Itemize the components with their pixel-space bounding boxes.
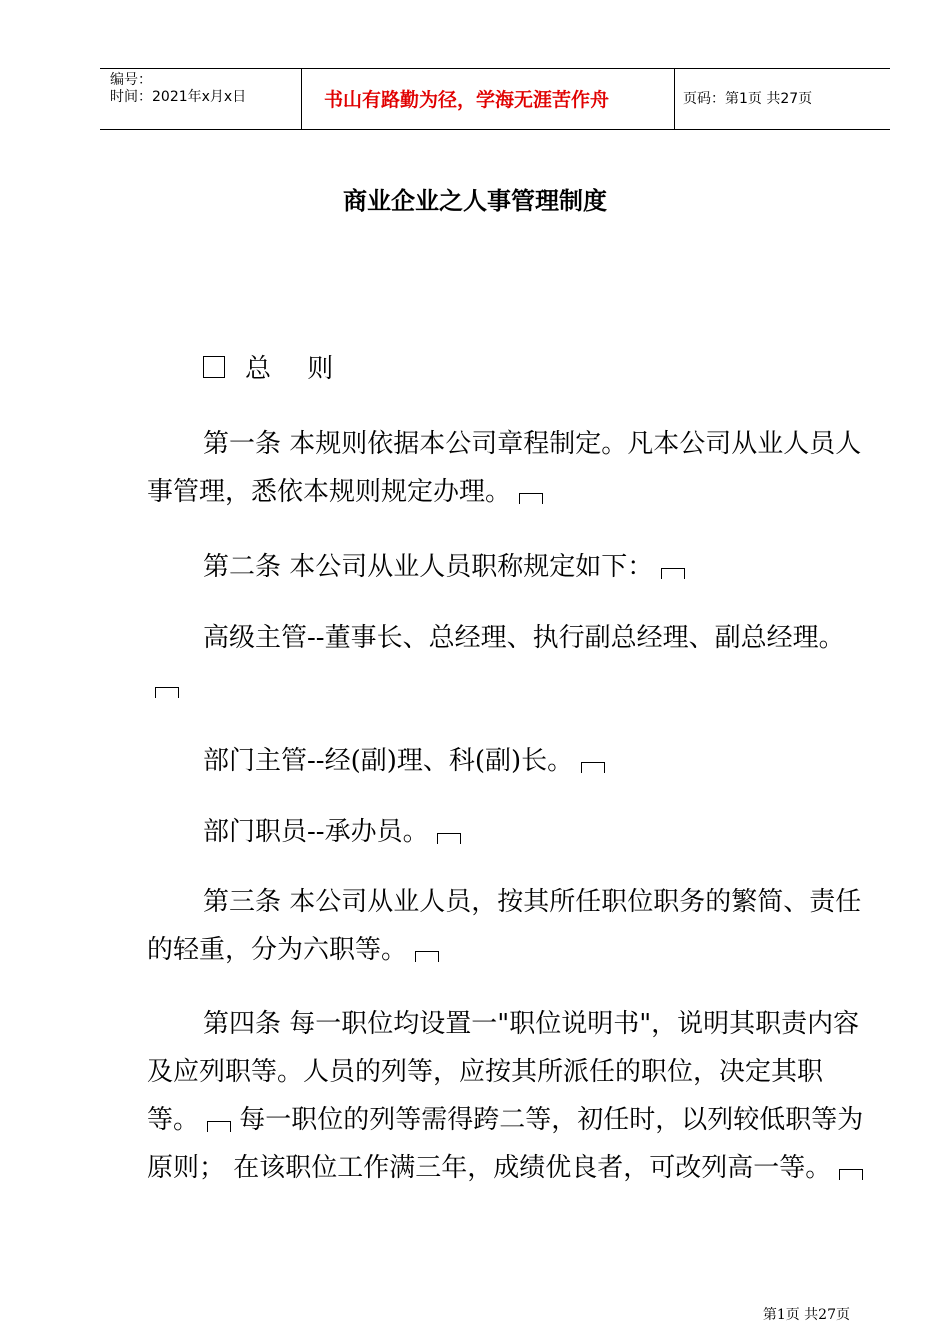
section-heading [203,352,347,386]
paragraph-mark-icon [519,493,543,504]
header-page-cell [675,69,890,129]
paragraph-text: 部门主管--经(副)理、科(副)长。 [203,746,574,776]
paragraph-text: 第四条 每一职位均设置一"职位说明书"，说明其职责内容及应列职等。人员的列等，应按其所派任的职位，决定其职等。 [147,1009,860,1135]
paragraph-article-3 [147,878,867,974]
code-label: 编号： [110,72,152,88]
paragraph-text: 部门职员--承办员。 [203,817,429,847]
header-meta-cell [100,69,302,129]
time-label: 时间：2021年x月x日 [110,89,247,105]
paragraph-text: 第三条 本公司从业人员，按其所任职位职务的繁简、责任的轻重，分为六职等。 [147,887,862,965]
paragraph-article-4 [147,1000,867,1192]
checkbox-square-icon [203,356,225,378]
paragraph-mark-icon [661,568,685,579]
document-title: 商业企业之人事管理制度 [343,187,607,215]
page-info: 页码：第1页 共27页 [683,91,813,107]
paragraph-mark-icon [155,687,179,698]
page-footer: 第1页 共27页 [762,1307,850,1323]
paragraph-mark-icon [581,762,605,773]
paragraph-article-1 [147,420,867,516]
document-header [100,68,890,130]
paragraph-dept-managers [147,737,867,785]
motto-text: 书山有路勤为径，学海无涯苦作舟 [324,89,610,111]
paragraph-dept-staff [147,808,867,856]
paragraph-text-continued: 每一职位的列等需得跨二等，初任时，以列较低职等为原则； 在该职位工作满三年，成绩优良者，可改列高一等。 [147,1105,864,1183]
paragraph-article-2 [147,543,867,591]
section-heading-text: 总 则 [245,354,348,384]
paragraph-senior-managers [147,614,867,710]
paragraph-mark-icon [415,951,439,962]
paragraph-mark-icon [437,833,461,844]
paragraph-text: 高级主管--董事长、总经理、执行副总经理、副总经理。 [203,623,845,653]
paragraph-mark-icon [839,1169,863,1180]
header-motto-cell [302,69,675,129]
paragraph-text: 第一条 本规则依据本公司章程制定。凡本公司从业人员人事管理，悉依本规则规定办理。 [147,429,862,507]
paragraph-mark-icon [207,1121,231,1132]
paragraph-text: 第二条 本公司从业人员职称规定如下： [203,552,654,582]
